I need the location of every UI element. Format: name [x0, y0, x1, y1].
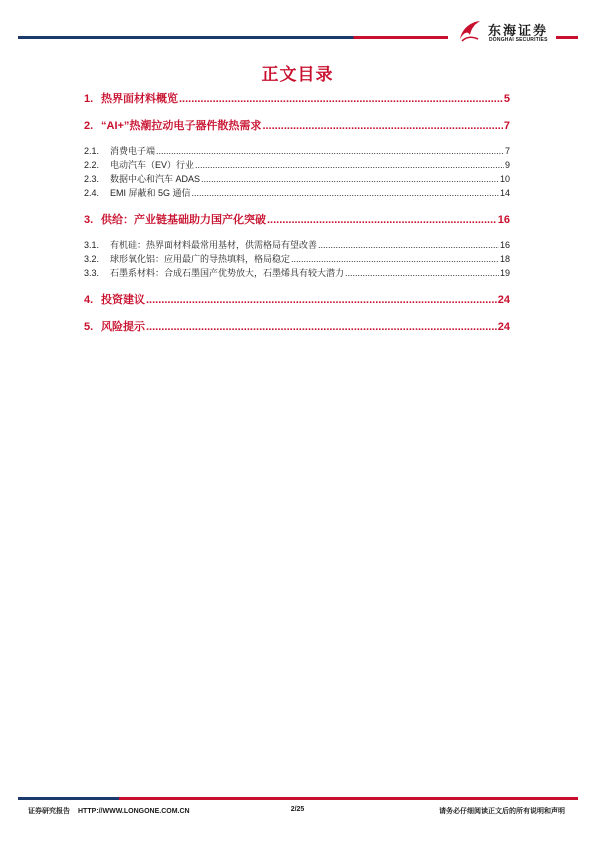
toc-entry-number: 3.3.	[84, 268, 100, 278]
toc-dot-leader	[345, 267, 499, 280]
toc-page-number: 9	[504, 160, 510, 170]
footer-disclaimer: 请务必仔细阅读正文后的所有说明和声明	[439, 808, 565, 815]
toc-section-entry[interactable]	[84, 92, 510, 106]
toc-subsection-entry[interactable]	[84, 145, 510, 158]
logo-chinese-name: 东海证券	[488, 23, 549, 38]
donghai-logo-icon	[456, 17, 484, 45]
logo-english-name: DONGHAI SECURITIES	[489, 37, 548, 43]
toc-subsection-entry[interactable]	[84, 159, 510, 172]
toc-page-number: 16	[497, 214, 510, 226]
toc-entry-number: 1.	[84, 93, 94, 105]
toc-page-number: 7	[504, 146, 510, 156]
toc-page-number: 24	[497, 294, 510, 306]
toc-entry-title: 球形氧化铝：应用最广的导热填料，格局稳定	[110, 254, 291, 264]
toc-entry-number: 2.4.	[84, 188, 100, 198]
toc-dot-leader	[195, 159, 504, 172]
toc-entry-number: 3.2.	[84, 254, 100, 264]
toc-page-number: 24	[497, 321, 510, 333]
toc-entry-title: 电动汽车（EV）行业	[110, 160, 195, 170]
brand-logo	[456, 17, 556, 47]
toc-subsection-entry[interactable]	[84, 239, 510, 252]
toc-section-entry[interactable]	[84, 213, 510, 227]
toc-entry-title: “AI+”热潮拉动电子器件散热需求	[101, 120, 262, 132]
toc-subsection-entry[interactable]	[84, 253, 510, 266]
toc-dot-leader	[146, 320, 497, 334]
toc-page-number: 5	[503, 93, 510, 105]
toc-entry-number: 5.	[84, 321, 94, 333]
toc-section-entry[interactable]	[84, 320, 510, 334]
toc-dot-leader	[291, 253, 499, 266]
page-title: 正文目录	[261, 65, 334, 84]
table-of-contents	[84, 92, 510, 334]
toc-dot-leader	[201, 173, 499, 186]
toc-entry-title: 热界面材料概览	[101, 93, 178, 105]
report-type-label: 证券研究报告	[28, 808, 70, 815]
toc-entry-title: 数据中心和汽车 ADAS	[110, 174, 201, 184]
header-rule-accent	[556, 36, 578, 39]
toc-entry-title: EMI 屏蔽和 5G 通信	[110, 188, 191, 198]
toc-dot-leader	[156, 145, 504, 158]
toc-page-number: 16	[499, 240, 510, 250]
toc-subsection-entry[interactable]	[84, 267, 510, 280]
toc-entry-number: 4.	[84, 294, 94, 306]
toc-dot-leader	[262, 119, 502, 133]
toc-page-number: 10	[499, 174, 510, 184]
footer-rule	[18, 797, 578, 800]
toc-page-number: 14	[499, 188, 510, 198]
toc-dot-leader	[192, 187, 499, 200]
toc-entry-title: 风险提示	[101, 321, 145, 333]
website-link[interactable]: HTTP://WWW.LONGONE.COM.CN	[78, 808, 190, 815]
toc-entry-title: 石墨系材料：合成石墨国产优势放大，石墨烯具有较大潜力	[110, 268, 345, 278]
toc-page-number: 7	[503, 120, 510, 132]
page-number: 2/25	[290, 806, 305, 813]
toc-dot-leader	[179, 92, 503, 106]
toc-entry-number: 3.1.	[84, 240, 100, 250]
toc-entry-number: 2.	[84, 120, 94, 132]
toc-section-entry[interactable]	[84, 293, 510, 307]
toc-section-entry[interactable]	[84, 119, 510, 133]
toc-entry-title: 有机硅：热界面材料最常用基材，供需格局有望改善	[110, 240, 318, 250]
toc-subsection-entry[interactable]	[84, 173, 510, 186]
toc-dot-leader	[318, 239, 499, 252]
toc-entry-number: 2.2.	[84, 160, 100, 170]
toc-subsection-entry[interactable]	[84, 187, 510, 200]
toc-entry-number: 3.	[84, 214, 94, 226]
toc-page-number: 19	[499, 268, 510, 278]
toc-dot-leader	[146, 293, 497, 307]
toc-entry-title: 消费电子端	[110, 146, 156, 156]
toc-page-number: 18	[499, 254, 510, 264]
toc-entry-number: 2.1.	[84, 146, 100, 156]
header-rule	[18, 36, 448, 39]
toc-entry-title: 供给：产业链基础助力国产化突破	[101, 214, 266, 226]
toc-dot-leader	[267, 213, 497, 227]
toc-entry-title: 投资建议	[101, 294, 145, 306]
toc-entry-number: 2.3.	[84, 174, 100, 184]
